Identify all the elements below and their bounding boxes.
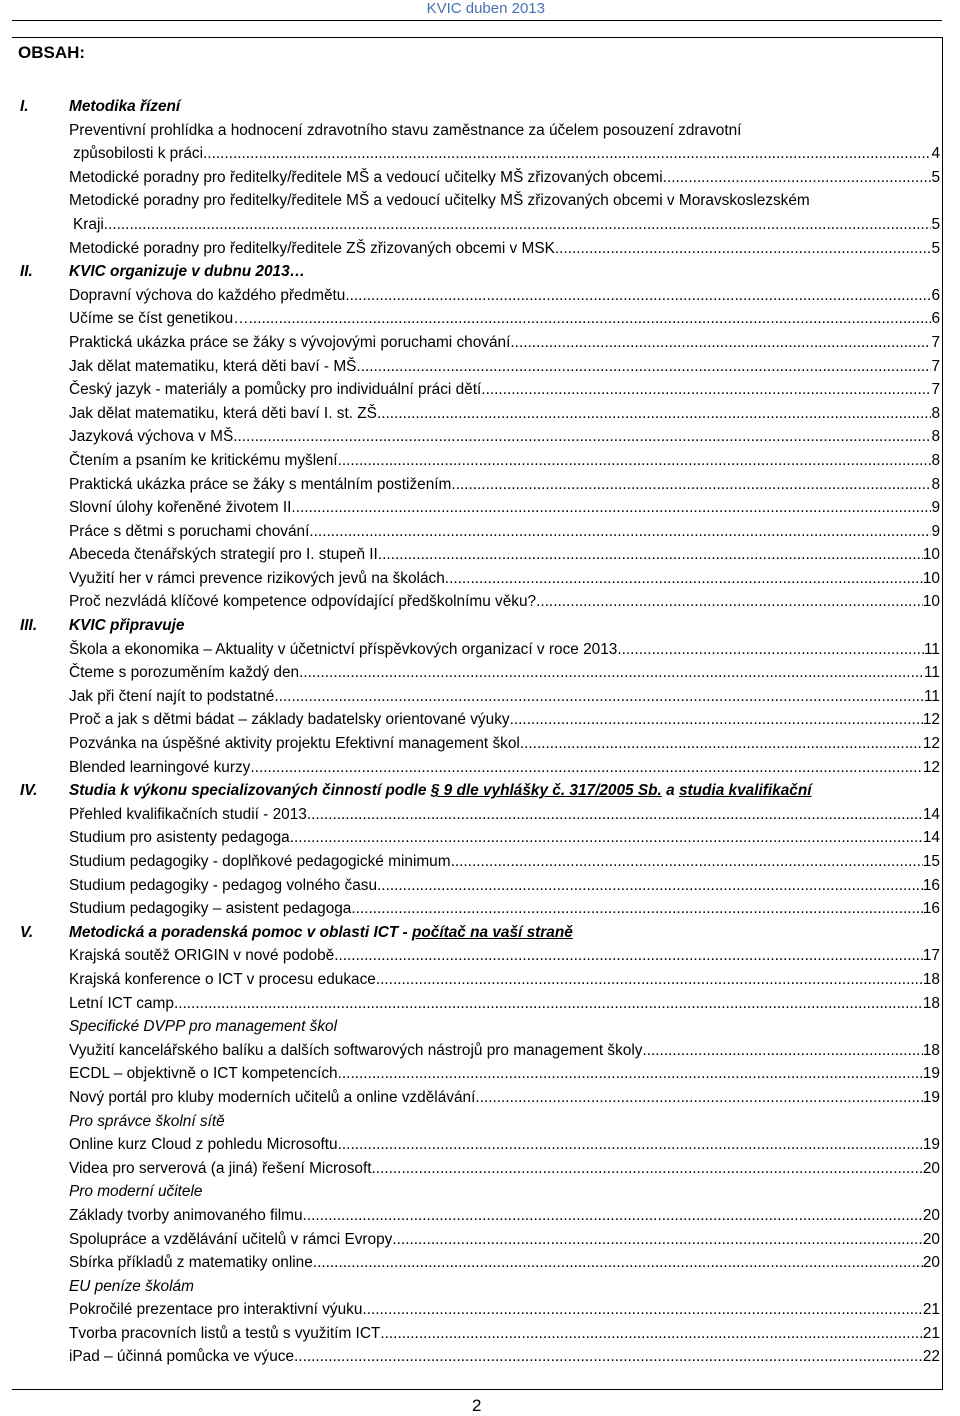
toc-entry-link[interactable] [69,307,940,331]
section-number: IV. [20,782,38,800]
toc-entry[interactable] [0,237,960,261]
toc-dot-leader [377,402,931,426]
toc-entry-text: ECDL – objektivně o ICT kompetencích [69,1065,338,1083]
toc-subheading-text: EU peníze školám [69,1277,194,1295]
toc-dot-leader [555,237,932,261]
section-title: KVIC připravuje [69,617,185,635]
toc-page-number: 14 [922,805,940,823]
toc-dot-leader [104,213,932,237]
toc-heading: OBSAH: [18,43,86,62]
toc-entry-text: Čtením a psaním ke kritickému myšlení [69,451,338,469]
toc-entry-text: Videa pro serverová (a jiná) řešení Microsoft [69,1159,372,1177]
toc-dot-leader [378,543,923,567]
toc-entry-link[interactable] [69,331,940,355]
section-number: II. [20,263,33,281]
toc-page-number: 8 [931,404,940,422]
toc-entry-text: Pokročilé prezentace pro interaktivní výuku [69,1301,363,1319]
section-header [0,614,960,638]
toc-entry-link[interactable] [69,992,940,1016]
toc-page-number: 7 [931,357,940,375]
toc-entry-link[interactable] [69,284,940,308]
toc-entry-link[interactable] [69,1322,940,1346]
toc-dot-leader [520,732,923,756]
toc-dot-leader [536,590,923,614]
toc-page-number: 5 [931,239,940,257]
page-number: 2 [472,1396,482,1415]
section-header [0,260,960,284]
toc-subheading [0,1180,960,1204]
toc-entry-link[interactable] [69,1062,940,1086]
toc-entry[interactable] [0,567,960,591]
toc-dot-leader [233,425,931,449]
toc-dot-leader [309,520,931,544]
toc-entry[interactable] [0,496,960,520]
toc-entry[interactable] [0,520,960,544]
toc-dot-leader [642,1039,922,1063]
toc-entry-text: Pozvánka na úspěšné aktivity projektu Efektivní management škol [69,735,520,753]
toc-entry[interactable] [0,378,960,402]
toc-page-number: 12 [922,758,940,776]
toc-dot-leader [663,166,932,190]
toc-entry-link[interactable] [69,874,940,898]
section-title [69,779,812,803]
toc-entry-link[interactable] [69,590,940,614]
toc-entry-text: Využití her v rámci prevence rizikových jevů na školách [69,569,445,587]
toc-dot-leader [250,756,922,780]
toc-page-number: 8 [931,428,940,446]
toc-dot-leader [303,1204,923,1228]
toc-entry[interactable] [0,402,960,426]
toc-entry-text: Studium pedagogiky - doplňkové pedagogické minimum [69,853,451,870]
toc-entry-link[interactable] [69,1204,940,1228]
toc-entry-text: Metodické poradny pro ředitelky/ředitele ZŠ zřizovaných obcemi v MSK [69,239,555,257]
toc-page-number: 6 [931,286,940,304]
toc-entry-link[interactable] [69,803,940,827]
toc-entry-link[interactable] [69,826,940,850]
toc-entry[interactable] [0,685,960,709]
toc-dot-leader [296,496,932,520]
toc-dot-leader [392,1228,923,1252]
toc-dot-leader [338,449,932,473]
toc-entry-text: Základy tvorby animovaného filmu [69,1206,303,1224]
toc-page-number: 10 [922,546,940,564]
toc-page-number: 4 [931,145,940,163]
toc-entry[interactable] [0,897,960,921]
toc-page-number: 20 [922,1230,940,1248]
toc-page-number: 20 [922,1254,940,1272]
toc-page-number: 11 [924,687,940,705]
toc-entry-link[interactable] [69,708,940,732]
toc-dot-leader [377,874,923,898]
toc-entry[interactable] [0,307,960,331]
toc-page-number: 9 [931,499,940,517]
toc-entry-text: Metodické poradny pro ředitelky/ředitele MŠ a vedoucí učitelky MŠ zřizovaných obcemi [69,168,663,186]
toc-entry[interactable] [0,543,960,567]
toc-subheading-text: Specifické DVPP pro management škol [69,1018,338,1036]
section-title-part: Studia k výkonu specializovaných činností podle [69,782,431,800]
toc-entry-text: Proč a jak s dětmi bádat – základy badatelsky orientované výuky [69,711,510,729]
content-bottom-rule [12,1389,942,1390]
toc-page-number: 21 [922,1324,940,1342]
toc-page-number: 16 [922,900,940,918]
section-number: I. [20,98,29,115]
table-of-contents [0,95,960,1369]
toc-page-number: 7 [931,333,940,351]
toc-entry[interactable] [0,1086,960,1110]
toc-page-number: 8 [931,475,940,493]
toc-entry-text: Nový portál pro kluby moderních učitelů a online vzdělávání [69,1088,476,1106]
toc-entry-link[interactable] [69,1228,940,1252]
toc-entry-link[interactable] [69,756,940,780]
toc-entry-text: Dopravní výchova do každého předmětu [69,286,346,304]
toc-entry-text: Preventivní prohlídka a hodnocení zdravotního stavu zaměstnance za účelem posouzení zdravotní [69,121,742,139]
toc-dot-leader [338,1062,923,1086]
toc-page-number: 17 [922,947,940,965]
toc-page-number: 22 [922,1348,940,1366]
toc-entry-link[interactable] [69,473,940,497]
toc-page-number: 15 [922,853,940,870]
toc-entry-link[interactable] [69,543,940,567]
toc-entry-link[interactable] [69,520,940,544]
toc-entry-text: Abeceda čtenářských strategií pro I. stupeň II [69,546,378,564]
toc-entry-link[interactable] [69,661,940,685]
toc-dot-leader [299,661,924,685]
toc-dot-leader [351,897,923,921]
toc-entry-text: Český jazyk - materiály a pomůcky pro individuální práci dětí [69,381,482,399]
toc-entry[interactable] [0,874,960,898]
toc-entry[interactable] [0,1345,960,1369]
toc-entry[interactable] [0,473,960,497]
toc-entry-link[interactable] [69,850,940,874]
toc-entry-link[interactable] [69,378,940,402]
toc-dot-leader [313,1251,923,1275]
toc-dot-leader [274,685,924,709]
toc-dot-leader [372,1157,923,1181]
toc-dot-leader [451,473,931,497]
toc-entry[interactable] [0,331,960,355]
toc-entry[interactable] [0,992,960,1016]
header-rule [12,20,942,21]
toc-entry-text: Praktická ukázka práce se žáky s mentálním postižením [69,475,452,493]
toc-entry-link[interactable] [69,685,940,709]
toc-entry-text: Slovní úlohy kořeněné životem II. [69,499,296,517]
toc-entry-text: Proč nezvládá klíčové kompetence odpovídající předškolnímu věku? [69,593,537,611]
toc-dot-leader [174,992,923,1016]
toc-dot-leader [481,378,931,402]
toc-page-number: 11 [924,664,940,682]
toc-entry-text: Učíme se číst genetikou… [69,310,249,328]
toc-entry-text: Studium pedagogiky - pedagog volného času [69,876,378,894]
toc-entry-text: iPad – účinná pomůcka ve výuce [69,1348,295,1366]
toc-entry-text: Studium pro asistenty pedagoga [69,829,290,847]
toc-page-number: 21 [922,1301,940,1319]
toc-dot-leader [376,968,923,992]
toc-entry[interactable] [0,803,960,827]
toc-entry[interactable] [0,142,960,166]
toc-entry-link[interactable] [69,355,940,379]
toc-dot-leader [249,307,932,331]
toc-entry-text: Využití kancelářského balíku a dalších softwarových nástrojů pro management školy [69,1041,643,1059]
toc-page-number: 6 [931,310,940,328]
toc-entry-link[interactable] [69,897,940,921]
toc-dot-leader [356,355,931,379]
toc-entry-text: Sbírka příkladů z matematiky online [69,1254,313,1272]
toc-entry-link[interactable] [69,968,940,992]
toc-entry[interactable] [0,708,960,732]
toc-entry-link[interactable] [69,402,940,426]
toc-entry-link[interactable] [69,732,940,756]
toc-entry-link[interactable] [69,1133,940,1157]
toc-entry[interactable] [0,638,960,662]
toc-entry[interactable] [0,661,960,685]
toc-entry-link[interactable] [69,1039,940,1063]
toc-entry[interactable] [0,1298,960,1322]
toc-entry-link[interactable] [69,237,940,261]
toc-entry-text: Jazyková výchova v MŠ [69,428,234,446]
toc-subheading [0,1015,960,1039]
toc-entry[interactable] [0,213,960,237]
toc-page-number: 16 [922,876,940,894]
toc-page-number: 12 [922,735,940,753]
toc-entry[interactable] [0,1133,960,1157]
toc-entry-link[interactable] [69,496,940,520]
toc-entry-text: Čteme s porozuměním každý den [69,664,300,682]
toc-page-number: 5 [931,168,940,186]
toc-entry-text: Online kurz Cloud z pohledu Microsoftu [69,1136,338,1154]
toc-dot-leader [510,708,923,732]
toc-entry[interactable] [0,1228,960,1252]
toc-entry[interactable] [0,1251,960,1275]
toc-page-number: 10 [922,593,940,611]
toc-entry[interactable] [0,944,960,968]
toc-entry-link[interactable] [69,1086,940,1110]
toc-subheading-text: Pro správce školní sítě [69,1112,225,1130]
toc-page-number: 18 [922,970,940,988]
toc-entry-text: Práce s dětmi s poruchami chování [69,522,310,540]
toc-entry-text: Krajská konference o ICT v procesu edukace [69,970,376,988]
toc-dot-leader [475,1086,923,1110]
toc-dot-leader [617,638,924,662]
toc-page-number: 20 [922,1159,940,1177]
toc-entry-link[interactable] [73,142,940,166]
toc-entry[interactable] [0,826,960,850]
toc-dot-leader [445,567,923,591]
toc-page-number: 18 [922,1041,940,1059]
toc-page-number: 9 [931,522,940,540]
toc-dot-leader [338,1133,923,1157]
toc-entry-text: Škola a ekonomika – Aktuality v účetnictví příspěvkových organizací v roce 2013 [69,640,618,658]
toc-entry-text: Tvorba pracovních listů a testů s využitím ICT [69,1324,381,1342]
toc-entry[interactable] [0,1157,960,1181]
toc-subheading [0,1275,960,1299]
toc-entry-line [0,189,960,213]
section-title-part: studia kvalifikační [678,782,812,800]
toc-entry-link[interactable] [69,1345,940,1369]
toc-dot-leader [510,331,931,355]
toc-entry-link[interactable] [69,425,940,449]
toc-entry-link[interactable] [69,449,940,473]
toc-page-number: 18 [922,994,940,1012]
toc-entry[interactable] [0,1062,960,1086]
toc-entry[interactable] [0,732,960,756]
toc-entry[interactable] [0,166,960,190]
section-number: V. [20,923,34,941]
toc-entry[interactable] [0,284,960,308]
section-title-part: a [661,782,679,800]
toc-entry-link[interactable] [69,638,940,662]
toc-entry[interactable] [0,590,960,614]
toc-entry[interactable] [0,1204,960,1228]
toc-dot-leader [307,803,923,827]
toc-entry-text: způsobilosti k práci [73,145,204,163]
toc-entry-text: Blended learningové kurzy [69,758,251,776]
toc-page-number: 20 [922,1206,940,1224]
section-title-part: § 9 dle vyhlášky č. 317/2005 Sb. [430,782,662,800]
section-title: KVIC organizuje v dubnu 2013… [69,263,306,281]
section-header [0,779,960,803]
toc-entry-link[interactable] [73,213,940,237]
toc-dot-leader [290,826,923,850]
toc-entry-link[interactable] [69,1298,940,1322]
section-title-part: Metodická a poradenská pomoc v oblasti ICT - [69,923,412,941]
toc-entry[interactable] [0,1322,960,1346]
toc-subheading [0,1110,960,1134]
toc-entry[interactable] [0,850,960,874]
toc-page-number: 19 [922,1065,940,1083]
toc-dot-leader [203,142,931,166]
toc-dot-leader [362,1298,922,1322]
toc-dot-leader [294,1345,923,1369]
toc-entry-text: Studium pedagogiky – asistent pedagoga [69,900,352,918]
toc-page-number: 14 [922,829,940,847]
toc-entry-link[interactable] [69,1157,940,1181]
toc-entry-text: Metodické poradny pro ředitelky/ředitele MŠ a vedoucí učitelky MŠ zřizovaných obcemi v Moravskoslezském [69,192,810,210]
toc-entry[interactable] [0,1039,960,1063]
toc-entry-line [0,119,960,143]
toc-entry-link[interactable] [69,1251,940,1275]
toc-page-number: 7 [931,381,940,399]
toc-entry-text: Kraji [73,215,104,233]
section-title [69,921,573,945]
content-top-rule [12,37,942,38]
toc-entry-text: Jak dělat matematiku, která děti baví I. st. ZŠ [69,404,377,422]
section-header [0,921,960,945]
toc-page-number: 10 [922,569,940,587]
toc-dot-leader [380,1322,923,1346]
toc-entry[interactable] [0,756,960,780]
toc-page-number: 5 [931,215,940,233]
section-number: III. [20,617,38,635]
toc-page-number: 11 [924,640,940,658]
section-title-part: počítač na vaší straně [411,923,573,941]
toc-entry-text: Spolupráce a vzdělávání učitelů v rámci Evropy [69,1230,393,1248]
toc-page-number: 19 [922,1088,940,1106]
toc-entry-text: Krajská soutěž ORIGIN v nové podobě [69,947,335,965]
section-title: Metodika řízení [69,98,181,115]
toc-entry-link[interactable] [69,944,940,968]
toc-entry-text: Letní ICT camp [69,994,174,1012]
toc-page-number: 8 [931,451,940,469]
toc-entry[interactable] [0,968,960,992]
toc-entry[interactable] [0,449,960,473]
page-header-title: KVIC duben 2013 [426,0,545,17]
toc-entry[interactable] [0,425,960,449]
toc-dot-leader [345,284,931,308]
toc-entry-link[interactable] [69,166,940,190]
toc-entry[interactable] [0,355,960,379]
toc-entry-link[interactable] [69,567,940,591]
toc-dot-leader [334,944,923,968]
toc-page-number: 19 [922,1136,940,1154]
toc-dot-leader [451,850,923,874]
toc-entry-text: Praktická ukázka práce se žáky s vývojovými poruchami chování [69,333,511,351]
toc-subheading-text: Pro moderní učitele [69,1183,203,1201]
toc-entry-text: Jak dělat matematiku, která děti baví - MŠ [69,357,357,375]
section-header [0,95,960,119]
toc-entry-text: Jak při čtení najít to podstatné [69,687,275,705]
toc-entry-text: Přehled kvalifikačních studií - 2013 [69,805,307,823]
toc-page-number: 12 [922,711,940,729]
